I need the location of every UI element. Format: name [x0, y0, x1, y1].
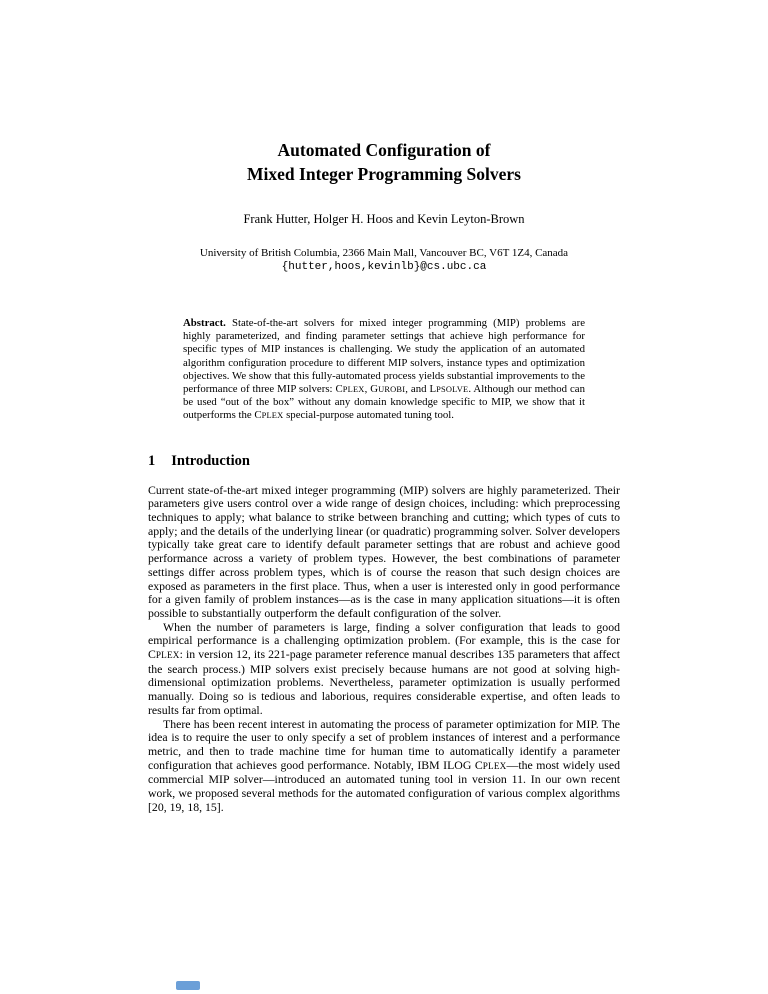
intro-paragraph-1: Current state-of-the-art mixed integer programming (MIP) solvers are highly parameterized. Their parameters give users control over a wide range of design choices, including: which preprocessing techniques to apply; what balance to strike between branching and cutting; which types of cuts to apply; and the details of the underlying linear (or quadratic) programming solver. Solver developers typically take great care to identify default parameter settings that are robust and achieve good performance across a variety of problem types. However, the best combinations of parameter settings differ across problem types, which is of course the reason that such design choices are exposed as parameters in the first place. Thus, when a user is interested only in good performance for a given family of problem instances—as is the case in many application situations—it is often possible to substantially outperform the default configuration of the solver.: [148, 482, 620, 620]
email-line: {hutter,hoos,kevinlb}@cs.ubc.ca: [281, 261, 487, 273]
intro-paragraph-3: There has been recent interest in automating the process of parameter optimization for MIP. The idea is to require the user to only specify a set of problem instances of interest and a performance metric, and then to trade machine time for human time to automatically identify a parameter configuration that achieves good performance. Notably, IBM ILOG CPLEX—the most widely used commercial MIP solver—introduced an automated tuning tool in version 11. In our own recent work, we proposed several methods for the automated configuration of various complex algorithms [20, 19, 18, 15].: [148, 716, 621, 814]
abstract-label: Abstract.: [183, 317, 226, 329]
paper-title-line-1: Automated Configuration of: [277, 140, 491, 160]
authors-line: Frank Hutter, Holger H. Hoos and Kevin Leyton-Brown: [243, 212, 525, 226]
abstract-text: State-of-the-art solvers for mixed integer programming (MIP) problems are highly parameterized, and finding parameter settings that achieve high performance for specific types of MIP instances is challenging. We study the application of an automated algorithm configuration procedure to different MIP solvers, instance types and optimization objectives. We show that this fully-automated process yields substantial improvements to the performance of three MIP solvers: CPLEX, GUROBI, and LPSOLVE. Although our method can be used “out of the box” without any domain knowledge specific to MIP, we show that it outperforms the CPLEX special-purpose automated tuning tool.: [183, 317, 585, 422]
bottom-blue-artifact: [176, 981, 200, 990]
abstract-block: [183, 317, 585, 423]
affiliation-line: University of British Columbia, 2366 Main Mall, Vancouver BC, V6T 1Z4, Canada: [199, 247, 569, 259]
paper-title-line-2: Mixed Integer Programming Solvers: [247, 164, 521, 184]
section-heading-introduction: [148, 453, 620, 470]
paper-title: [148, 138, 620, 186]
paper-content: [148, 138, 620, 815]
intro-paragraph-2: When the number of parameters is large, finding a solver configuration that leads to good empirical performance is a challenging optimization problem. (For example, this is the case for CPLEX: in version 12, its 221-page parameter reference manual describes 135 parameters that affect the search process.) MIP solvers exist precisely because humans are not good at solving high-dimensional optimization problems. Nevertheless, parameter optimization is usually performed manually. Doing so is tedious and laborious, requires considerable expertise, and often leads to results far from optimal.: [148, 619, 620, 717]
section-number: 1: [148, 452, 156, 469]
section-title: Introduction: [171, 452, 250, 469]
